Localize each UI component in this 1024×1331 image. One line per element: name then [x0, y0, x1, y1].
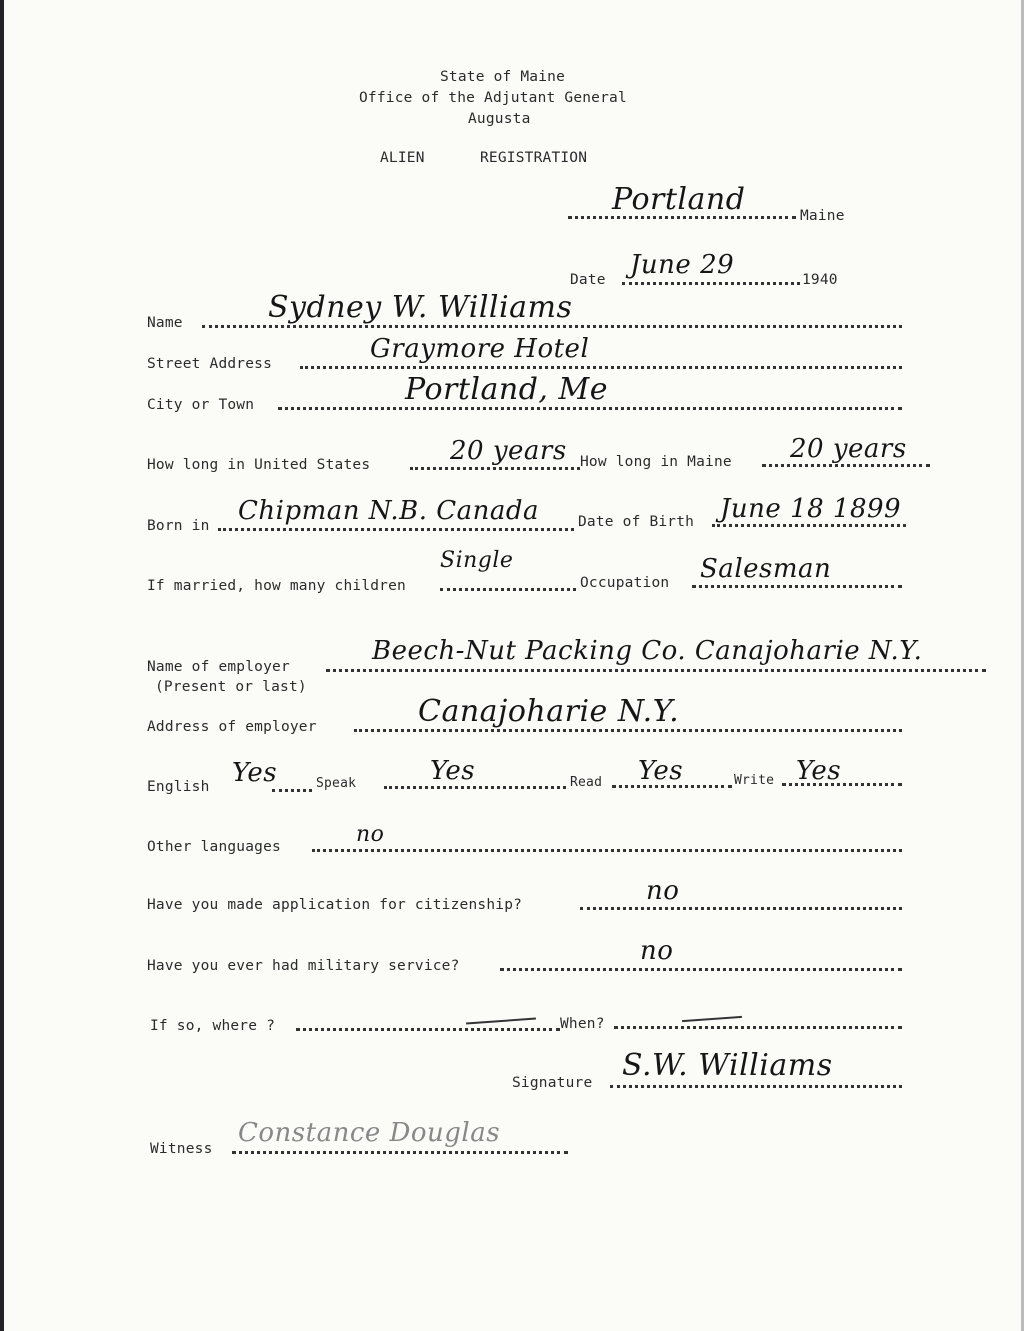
us-duration-label: How long in United States: [147, 457, 371, 473]
us-duration-line: [410, 467, 580, 470]
when-dash: [682, 1016, 742, 1022]
signature-value: S.W. Williams: [622, 1048, 833, 1083]
military-line: [500, 968, 902, 971]
dob-label: Date of Birth: [578, 514, 695, 530]
us-duration-value: 20 years: [450, 436, 567, 466]
date-value: June 29: [630, 250, 735, 280]
read-label: Read: [570, 775, 603, 790]
citizenship-line: [580, 907, 902, 910]
employer-address-label: Address of employer: [147, 719, 317, 735]
children-label: If married, how many children: [147, 578, 406, 594]
speak-label: Speak: [316, 776, 357, 791]
signature-label: Signature: [512, 1075, 593, 1091]
header-office: Office of the Adjutant General: [359, 90, 627, 106]
military-value: no: [640, 936, 674, 966]
form-title-registration: REGISTRATION: [480, 150, 588, 166]
english-line: [272, 789, 312, 792]
street-line: [300, 366, 902, 369]
born-line: [218, 528, 574, 531]
read-value: Yes: [638, 756, 684, 786]
city-value: Portland, Me: [405, 372, 608, 407]
dob-value: June 18 1899: [720, 494, 902, 524]
maine-duration-value: 20 years: [790, 434, 907, 464]
write-label: Write: [734, 773, 775, 788]
city-line: [278, 407, 902, 410]
military-label: Have you ever had military service?: [147, 958, 460, 974]
witness-value: Constance Douglas: [238, 1118, 501, 1148]
where-dash: [466, 1018, 536, 1025]
where-label: If so, where ?: [150, 1018, 276, 1034]
other-languages-line: [312, 849, 902, 852]
employer-address-value: Canajoharie N.Y.: [418, 694, 680, 729]
when-line: [614, 1026, 902, 1029]
speak-line: [384, 786, 566, 789]
name-line: [202, 325, 902, 328]
english-value: Yes: [232, 758, 278, 788]
maine-duration-line: [762, 464, 930, 467]
employer-label: Name of employer: [147, 659, 290, 675]
city-label: City or Town: [147, 397, 255, 413]
born-value: Chipman N.B. Canada: [238, 496, 540, 526]
signature-line: [610, 1085, 902, 1088]
occupation-label: Occupation: [580, 575, 670, 591]
header-state: State of Maine: [440, 69, 566, 85]
born-label: Born in: [147, 518, 210, 534]
header-city: Augusta: [468, 111, 531, 127]
place-label: Maine: [800, 208, 845, 224]
children-line: [440, 588, 576, 591]
english-label: English: [147, 779, 210, 795]
place-value: Portland: [612, 182, 746, 217]
other-languages-label: Other languages: [147, 839, 281, 855]
street-label: Street Address: [147, 356, 273, 372]
speak-value: Yes: [430, 756, 476, 786]
street-value: Graymore Hotel: [370, 334, 590, 364]
when-label: When?: [560, 1016, 605, 1032]
other-languages-value: no: [356, 822, 385, 847]
form-title-alien: ALIEN: [380, 150, 425, 166]
children-value: Single: [440, 548, 514, 573]
employer-line: [326, 669, 986, 672]
write-value: Yes: [796, 756, 842, 786]
name-value: Sydney W. Williams: [268, 290, 573, 325]
witness-line: [232, 1151, 568, 1154]
occupation-line: [692, 585, 902, 588]
date-line: [622, 282, 800, 285]
name-label: Name: [147, 315, 183, 331]
where-line: [296, 1028, 560, 1031]
citizenship-value: no: [646, 876, 680, 906]
maine-duration-label: How long in Maine: [580, 454, 732, 470]
employer-address-line: [354, 729, 902, 732]
witness-label: Witness: [150, 1141, 213, 1157]
citizenship-label: Have you made application for citizenship?: [147, 897, 523, 913]
occupation-value: Salesman: [700, 554, 832, 584]
employer-note: (Present or last): [155, 679, 307, 695]
employer-value: Beech-Nut Packing Co. Canajoharie N.Y.: [372, 636, 923, 666]
date-label: Date: [570, 272, 606, 288]
date-year: 1940: [802, 272, 838, 288]
dob-line: [712, 524, 906, 527]
